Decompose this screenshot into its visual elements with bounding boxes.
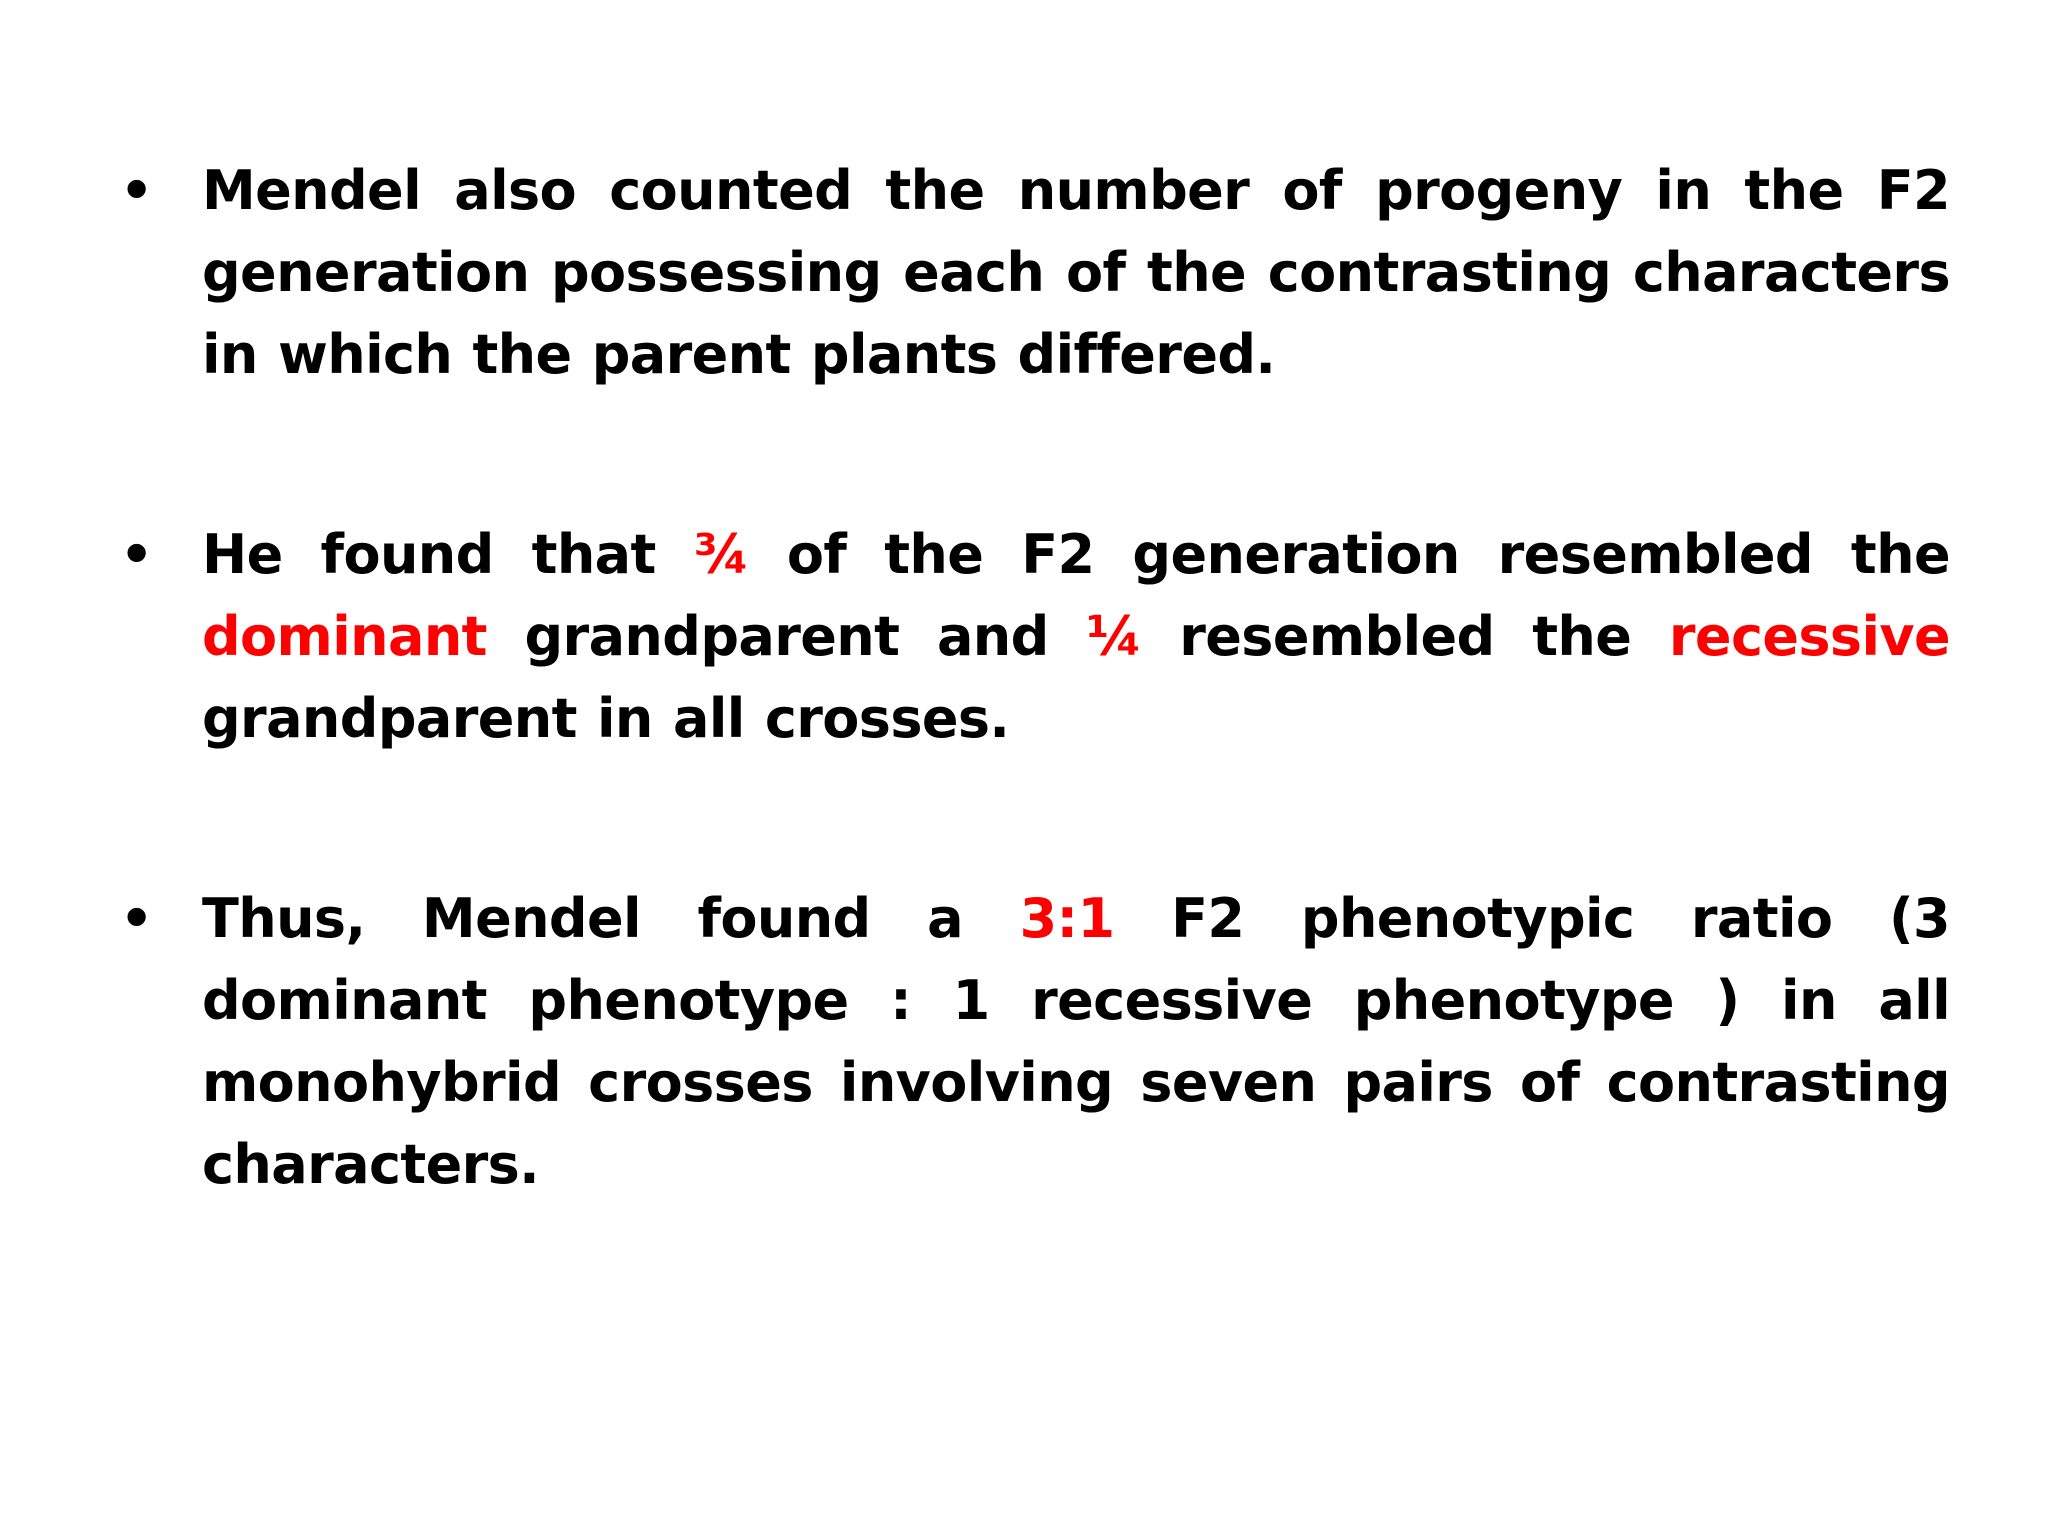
bullet-text bbox=[202, 150, 1950, 396]
bullet-marker: • bbox=[120, 525, 154, 585]
bullet-marker: • bbox=[120, 889, 154, 949]
text-segment: Mendel also counted the number of progeny in the F2 generation possessing each of the contrasting characters in which the parent plants differed. bbox=[202, 159, 1950, 386]
text-segment: F2 phenotypic ratio (3 dominant phenotype : 1 recessive phenotype ) in all monohybrid crosses involving seven pairs of contrasting characters. bbox=[202, 887, 1950, 1196]
highlight-fraction-three-quarters: ¾ bbox=[693, 523, 749, 586]
text-segment: He found that bbox=[202, 523, 694, 586]
bullet-text bbox=[202, 514, 1950, 760]
highlight-recessive: recessive bbox=[1668, 605, 1951, 668]
highlight-ratio: 3:1 bbox=[1019, 887, 1115, 950]
bullet-text bbox=[202, 878, 1950, 1206]
highlight-fraction-one-quarter: ¼ bbox=[1086, 605, 1142, 668]
text-segment: of the F2 generation resembled the bbox=[748, 523, 1950, 586]
text-segment: grandparent and bbox=[486, 605, 1087, 668]
bullet-marker: • bbox=[120, 161, 154, 221]
text-segment: resembled the bbox=[1141, 605, 1669, 668]
text-segment: grandparent in all crosses. bbox=[202, 687, 1010, 750]
highlight-dominant: dominant bbox=[202, 605, 487, 668]
text-segment: Thus, Mendel found a bbox=[202, 887, 1020, 950]
